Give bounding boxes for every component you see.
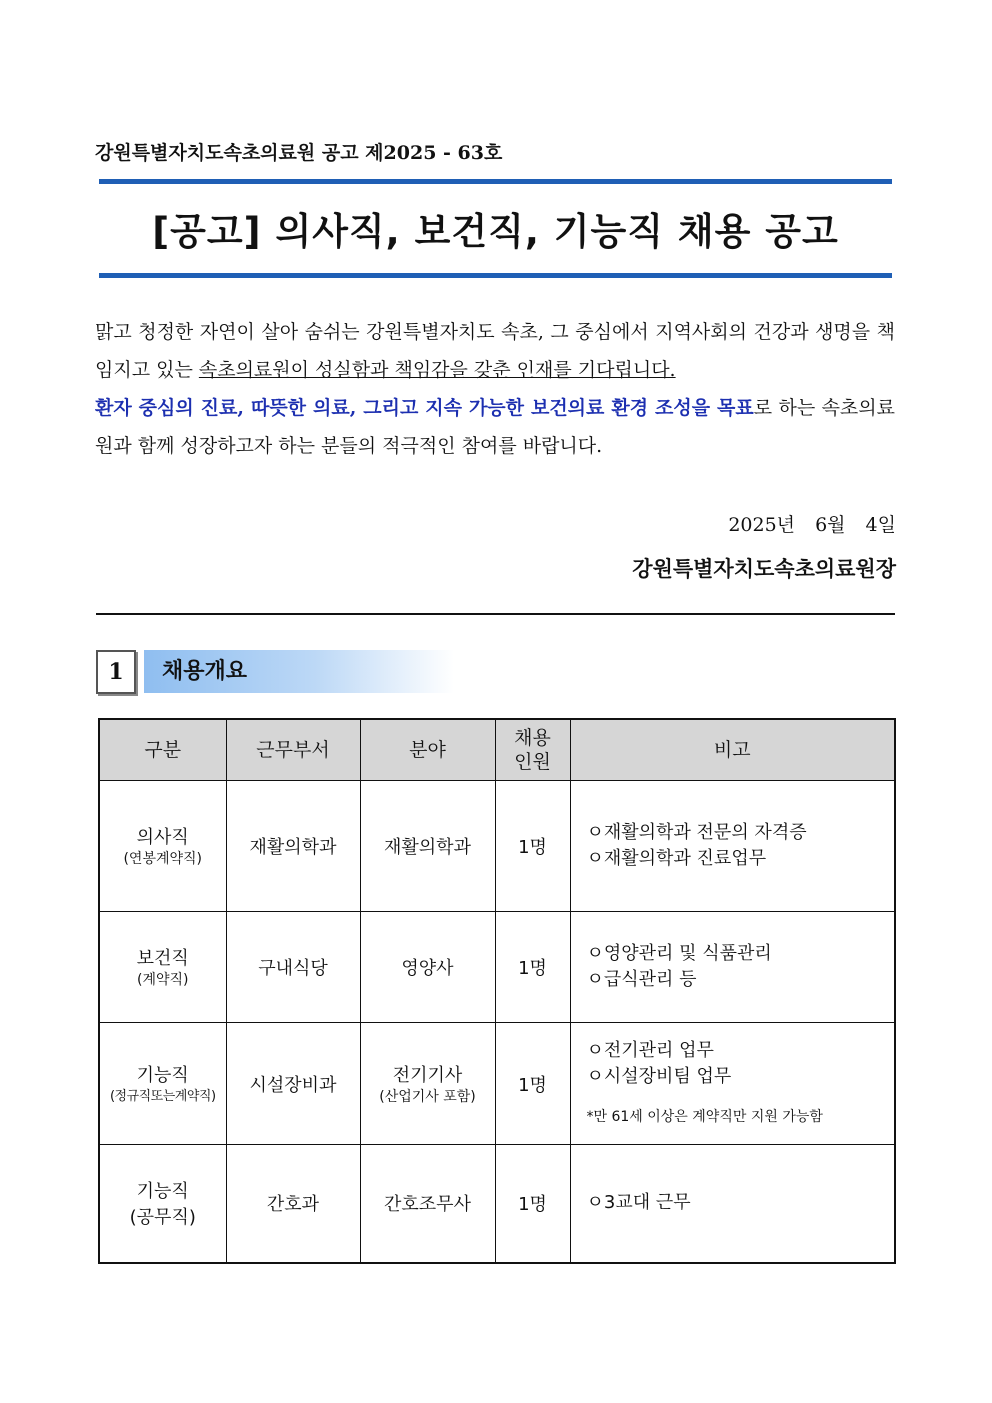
header-department: 근무부서: [226, 719, 360, 781]
section-title: 채용개요: [144, 650, 454, 693]
category-sub-label: (정규직또는계약직): [109, 1088, 216, 1104]
issuer-name: 강원특별자치도속초의료원장: [632, 556, 896, 581]
table-row: [99, 1023, 895, 1145]
category-label: 기능직: [136, 1064, 189, 1086]
cell-category: [99, 1023, 226, 1145]
notice-date: 2025년 6월 4일: [728, 514, 896, 536]
table-row: [99, 912, 895, 1023]
note-item: ㅇ시설장비팀 업무: [586, 1065, 732, 1087]
title-bottom-rule: [99, 273, 892, 278]
intro-p2-text: 로 하는 속초의료원과 함께 성장하고자 하는 분들의 적극적인 참여를 바랍니다.: [95, 397, 895, 457]
cell-department: 간호과: [226, 1145, 360, 1263]
cell-department: 재활의학과: [226, 781, 360, 912]
page-title: [공고] 의사직, 보건직, 기능직 채용 공고: [152, 210, 839, 253]
cell-notes: [570, 781, 895, 912]
intro-p2-emphasis: 환자 중심의 진료, 따뜻한 의료, 그리고 지속 가능한 보건의료 환경 조성을 목표: [95, 397, 754, 419]
category-label: 기능직: [136, 1181, 189, 1203]
category-sub-label: (연봉계약직): [123, 851, 203, 867]
category-label: 의사직: [136, 827, 189, 848]
intro-p1-text: 맑고 청정한 자연이 살아 숨쉬는 강원특별자치도 속초, 그 중심에서 지역사회의 건강과 생명을 책임지고 있는: [95, 321, 895, 381]
intro-p1-underlined: 속초의료원이 성실함과 책임감을 갖춘 인재를 기다립니다.: [198, 359, 676, 381]
category-sub-label: (계약직): [137, 972, 189, 988]
cell-notes: [570, 1023, 895, 1145]
cell-count: 1명: [495, 912, 570, 1023]
intro-paragraph-2: [95, 389, 895, 465]
intro-text: [95, 313, 895, 465]
table-row: [99, 781, 895, 912]
header-notes: 비고: [570, 719, 895, 781]
table-row: [99, 1145, 895, 1263]
note-item: ㅇ재활의학과 진료업무: [586, 848, 767, 869]
field-sub-label: (산업기사 포함): [379, 1088, 476, 1105]
cell-field: 영양사: [360, 912, 495, 1023]
recruitment-table: [98, 718, 896, 1264]
note-item: ㅇ3교대 근무: [586, 1192, 691, 1214]
note-item: ㅇ영양관리 및 식품관리: [586, 943, 772, 964]
section-number: 1: [96, 650, 136, 694]
note-item: ㅇ전기관리 업무: [586, 1039, 714, 1061]
cell-department: 시설장비과: [226, 1023, 360, 1145]
note-item: ㅇ재활의학과 전문의 자격증: [586, 822, 807, 843]
cell-field: 재활의학과: [360, 781, 495, 912]
cell-department: 구내식당: [226, 912, 360, 1023]
cell-notes: [570, 912, 895, 1023]
note-item: ㅇ급식관리 등: [586, 969, 697, 990]
cell-category: [99, 781, 226, 912]
cell-count: 1명: [495, 1023, 570, 1145]
intro-paragraph-1: [95, 313, 895, 389]
table-header-row: [99, 719, 895, 781]
title-top-rule: [99, 179, 892, 184]
cell-count: 1명: [495, 781, 570, 912]
category-label: 보건직: [136, 948, 189, 969]
cell-field: [360, 1023, 495, 1145]
cell-category: [99, 1145, 226, 1263]
field-label: 전기기사: [392, 1064, 463, 1086]
section-divider: [96, 613, 895, 615]
header-category: 구분: [99, 719, 226, 781]
category-sub-label: (공무직): [129, 1207, 196, 1229]
header-count: 채용 인원: [495, 719, 570, 781]
note-caveat: *만 61세 이상은 계약직만 지원 가능함: [586, 1108, 823, 1125]
cell-category: [99, 912, 226, 1023]
notice-number: 강원특별자치도속초의료원 공고 제2025 - 63호: [95, 142, 503, 164]
cell-count: 1명: [495, 1145, 570, 1263]
cell-field: 간호조무사: [360, 1145, 495, 1263]
header-field: 분야: [360, 719, 495, 781]
cell-notes: [570, 1145, 895, 1263]
